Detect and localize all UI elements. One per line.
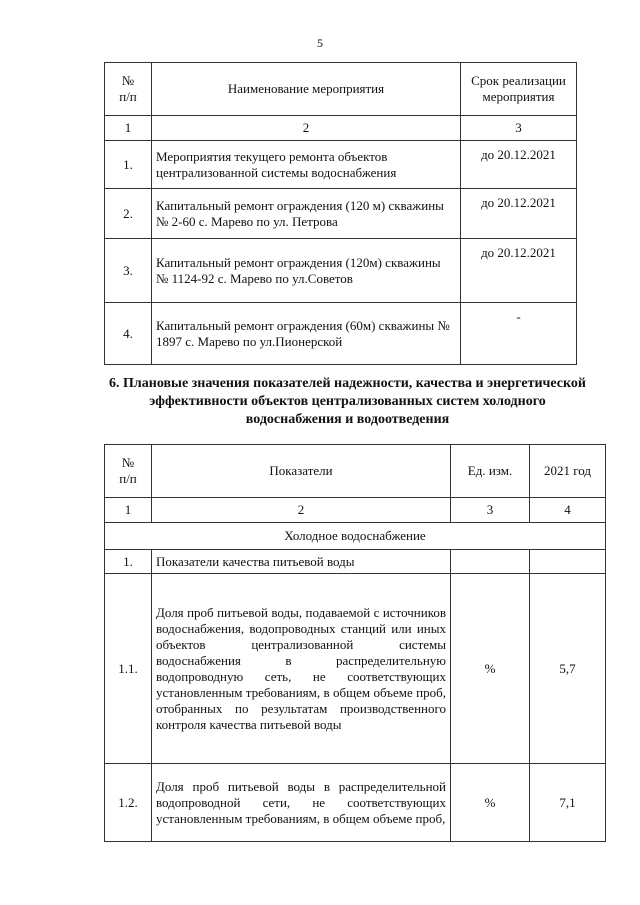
table-row: [105, 303, 577, 365]
row-number: 1.1.: [105, 574, 152, 764]
indicator-unit: %: [451, 574, 530, 764]
event-term: -: [461, 303, 577, 365]
event-term: до 20.12.2021: [461, 239, 577, 303]
event-name: Капитальный ремонт ограждения (120м) скважины № 1124-92 с. Марево по ул.Советов: [152, 239, 461, 303]
row-number: 1.: [105, 550, 152, 574]
column-number-cell: 3: [451, 498, 530, 523]
indicator-value: [530, 550, 606, 574]
header-cell-number: № п/п: [105, 445, 152, 498]
row-number: 1.2.: [105, 764, 152, 842]
table-row: [105, 550, 606, 574]
column-number-row: [105, 498, 606, 523]
table-header-row: [105, 63, 577, 116]
indicator-value: 7,1: [530, 764, 606, 842]
indicator-name: Показатели качества питьевой воды: [152, 550, 451, 574]
header-cell-number: № п/п: [105, 63, 152, 116]
indicators-table: [104, 444, 606, 842]
table-row: [105, 189, 577, 239]
row-number: 2.: [105, 189, 152, 239]
column-number-cell: 1: [105, 498, 152, 523]
column-number-cell: 4: [530, 498, 606, 523]
column-number-cell: 2: [152, 116, 461, 141]
indicator-unit: [451, 550, 530, 574]
indicator-name: Доля проб питьевой воды, подаваемой с источников водоснабжения, водопроводных станций или иных объектов централизованной системы водоснабжения в распределительную водопроводную сеть, не соответствующих установленным требованиям, в общем объеме проб, отобранных по результатам производственного контроля качества питьевой воды: [152, 574, 451, 764]
header-cell-indicators: Показатели: [152, 445, 451, 498]
events-table: [104, 62, 577, 365]
column-number-cell: 1: [105, 116, 152, 141]
row-number: 4.: [105, 303, 152, 365]
event-name: Капитальный ремонт ограждения (60м) скважины № 1897 с. Марево по ул.Пионерской: [152, 303, 461, 365]
section-heading: 6. Плановые значения показателей надежности, качества и энергетической эффективности объектов централизованных систем холодного водоснабжения и водоотведения: [109, 376, 586, 427]
table-row: [105, 239, 577, 303]
indicator-value: 5,7: [530, 574, 606, 764]
event-term: до 20.12.2021: [461, 189, 577, 239]
section-title: Холодное водоснабжение: [105, 523, 606, 550]
header-cell-name: Наименование мероприятия: [152, 63, 461, 116]
indicator-name: Доля проб питьевой воды в распределительной водопроводной сети, не соответствующих установленным требованиям, в общем объеме проб,: [152, 764, 451, 842]
header-cell-year: 2021 год: [530, 445, 606, 498]
section-row: [105, 523, 606, 550]
column-number-cell: 2: [152, 498, 451, 523]
event-name: Капитальный ремонт ограждения (120 м) скважины № 2-60 с. Марево по ул. Петрова: [152, 189, 461, 239]
header-cell-unit: Ед. изм.: [451, 445, 530, 498]
table-row: [105, 141, 577, 189]
column-number-cell: 3: [461, 116, 577, 141]
indicator-unit: %: [451, 764, 530, 842]
event-term: до 20.12.2021: [461, 141, 577, 189]
page-number: 5: [317, 36, 323, 50]
column-number-row: [105, 116, 577, 141]
table-row: [105, 574, 606, 764]
table-row: [105, 764, 606, 842]
header-cell-term: Срок реализации мероприятия: [461, 63, 577, 116]
table-header-row: [105, 445, 606, 498]
row-number: 1.: [105, 141, 152, 189]
event-name: Мероприятия текущего ремонта объектов централизованной системы водоснабжения: [152, 141, 461, 189]
row-number: 3.: [105, 239, 152, 303]
